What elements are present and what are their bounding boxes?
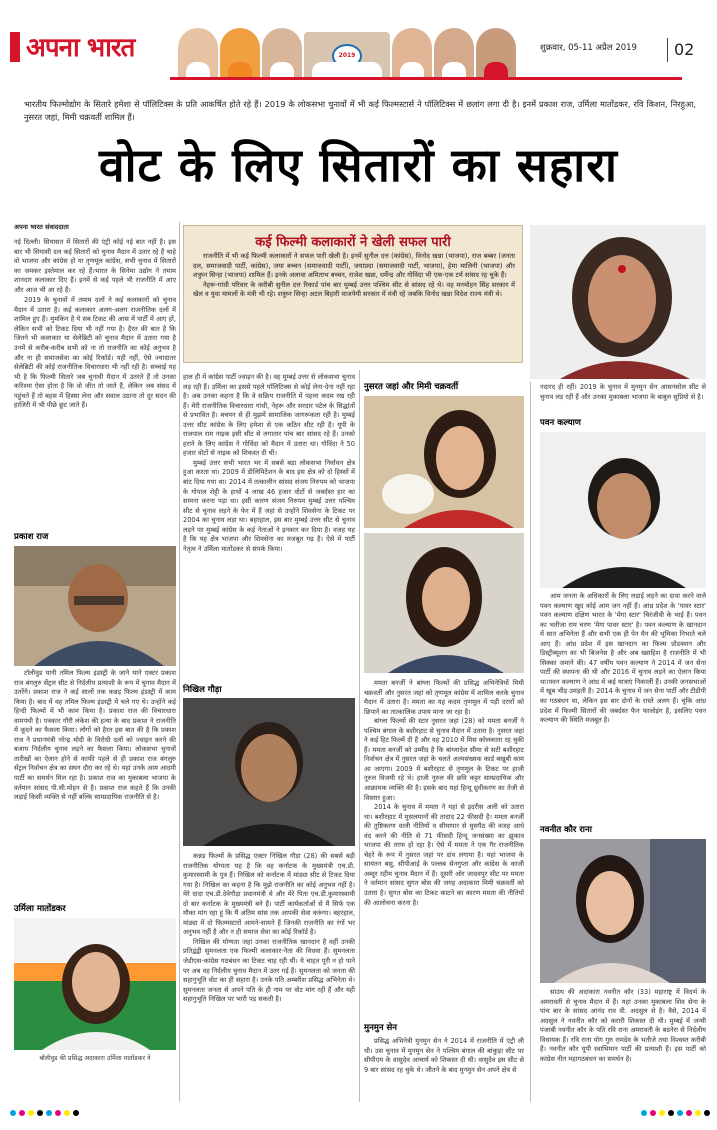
registration-dot: [641, 1110, 647, 1116]
registration-dot: [10, 1110, 16, 1116]
article-paragraph: मुम्बई उत्तर सभी भारत भर में सबसे बड़ा लोकसभा निर्वाचन क्षेत्र हुआ करता था। 2009 में डीलिमिटेशन के बाद इस क्षेत्र को दो हिस्सों में बांट दिया गया था। 2014 में तत्कालीन सांसद संजय निरुपम को भाजपा के गोपाल शेट्टी के हाथों 4 लाख 46 हजार वोटों से जबर्दस्त हार का सामना करना पड़ा था। इसी कारण संजय निरुपम मुम्बई उत्तर पश्चिम सीट से चुनाव लड़ने के फेर में हैं जहां से उन्होंने शिवसेना के टिकट पर 2004 का चुनाव लड़ा था। बहरहाल, इस बार मुम्बई उत्तर सीट से चुनाव लड़ने पर मुम्बई कांग्रेस के कई नेताओं ने इनकार कर दिया है। वजह यह है कि यह क्षेत्र भाजपा और शिवसेना का मजबूत गढ़ है। ऐसे में पार्टी नेतृत्व ने उर्मिला मातोंडकर से संपर्क किया।: [183, 458, 355, 553]
intro-text: भारतीय फिल्मोद्योग के सितारे हमेशा से पॉलिटिक्स के प्रति आकर्षित होते रहे हैं। 2019 के लोकसभा चुनावों में भी कई फिल्मस्टार्स ने पॉलिटिक्स में छलांग लगा दी है। इनमें प्रकाश राज, उर्मिला मातोंडकर, रवि किशन, निरहुआ, नुसरत जहां, मिमी चक्रवर्ती शामिल हैं।: [24, 99, 696, 122]
registration-dot: [64, 1110, 70, 1116]
navneet-kaur-photo: [540, 839, 706, 983]
portrait: [262, 28, 302, 80]
article-paragraph: नई दिल्ली। सियासत में सितारों की एंट्री कोई नई बात नहीं है। इस बार भी सियासी दल कई सितारों को चुनाव मैदान में उतार रहे हैं चाहे वो भाजपा और कांग्रेस हो या तृणमूल कांग्रेस, सभी चुनाव में सितारों का जमकर इस्तेमाल कर रहे हैं।भारत के सिनेमा उद्योग ने तमाम शानदार कलाकार दिए हैं। इनमें से कई पहले भी राजनीति में आए और आज भी आ रहे हैं।: [14, 238, 176, 294]
brand-title: अपना भारत: [26, 33, 135, 63]
article-paragraph: हाल ही में कांग्रेस पार्टी ज्वाइन की है। वह मुम्बई उत्तर से लोकसभा चुनाव लड़ रही हैं। उर्मिला का इससे पहले पॉलिटिक्स से कोई लेना-देना नहीं रहा है। अब उनका कहना है कि वे सक्रिय राजनीति में पहला कदम रख रही हैं। मेरी राजनीतिक विचारधारा गांधी, नेहरू और सरदार पटेल के सिद्धांतों से प्रभावित है। बचपन से ही मुझमें सामाजिक जागरूकता रही है। मुम्बई उत्तर सीट कांग्रेस के लिए हमेशा से एक कठिन सीट रही है। यूपी के राजपाल राम नाइक इसी सीट से लगातार पांच बार सांसद रहे हैं। उनको हराने के लिए कांग्रेस ने गोविंदा को मैदान में उतारा था। गोविंदा ने 50 हजार वोटों से नाइक को शिकस्त दी थी।: [183, 373, 355, 458]
box-paragraph: नेहरू-गांधी परिवार के करीबी सुनील दत्त रिकार्ड पांच बार मुम्बई उत्तर पश्चिम सीट से सांसद रहे थे। वह मनमोहन सिंह सरकार में खेल व युवा मामलों के मंत्री भी रहे। शत्रुघ्न सिन्हा अटल बिहारी वाजपेयी सरकार में मंत्री रहे जबकि विनोद खन्ना विदेश राज्य मंत्री थे।: [193, 280, 515, 299]
moon-moon-sen-photo: [530, 225, 706, 379]
article-paragraph: निखिल की योग्यता जहां उनका राजनीतिक खानदान है वहीं उनकी प्रतिद्वंद्वी सुमनलता एक फिल्मी कलाकार-नेता की विधवा हैं। सुमनलता जेडीएस-कांग्रेस गठबंधन का टिकट चाह रही थीं। ये चाहत पूरी न हो पाने पर अब वह निर्दलीय चुनाव मैदान में उतर गई हैं। सुमनलता को जनता की सहानुभूति वोट का ही सहारा है। उनके पति अम्बरीश प्रसिद्ध अभिनेता थे। सुमनलता जनता से अपने पति के ही नाम पर वोट मांग रही हैं और यही सहानुभूति निखिल पर भारी पड़ सकती है।: [183, 937, 355, 1004]
pawan-kalyan-photo: [540, 432, 706, 588]
section-head-nikhil: निखिल गौड़ा: [183, 685, 222, 695]
article-paragraph: आम जनता के अधिकारों के लिए लड़ाई लड़ने का दावा करने वाले पवन कल्याण खुद कोई आम जन नहीं हैं। आंध्र प्रदेश के 'पावर स्टार' पवन कल्याण दक्षिण भारत के 'मेगा स्टार' चिरंजीवी के भाई हैं। पवन का भतीजा राम चरण 'मेगा पावर स्टार' है। पवन कल्याण के खानदान में सात अभिनेता हैं और सभी एक ही पेन मैन की भूमिका निभाते चले आए हैं। आंध्र प्रदेश में इस खानदान का फिल्म प्रोडक्शन और डिस्ट्रीब्यूशन का भी बिजनेस है और अब ख्वाहिश है राजनीति में भी सिक्का जमाने की। 47 वर्षीय पवन कल्याण ने 2014 में जन सेना पार्टी की स्थापना की थी और 2016 में चुनाव लड़ने का ऐलान किया था।पवन कल्याण ने आंध्र में कई यात्राएं निकालीं हैं। उनकी जनसभाओं में खूब भीड़ उमड़ती है। 2014 के चुनाव में जन सेना पार्टी और टीडीपी का गठबंधन था, लेकिन इस बार दोनों के रास्ते अलग हैं। चूंकि आंध्र प्रदेश में फिल्मी सितारों की जबर्दस्त फैन फालोइंग है, इसलिए पवन कल्याण की स्थिति मजबूत है।: [540, 592, 706, 725]
article-paragraph: बांग्ला फिल्मों की स्टार नुसरत जहां (28) को ममता बनर्जी ने पश्चिम बंगाल के बशीरहाट से चुनाव मैदान में उतारा है। नुसरत जहां ने कई हिट फिल्में दी हैं और वह 2010 में मिस कोलकाता रह चुकी हैं। ममता बनर्जी को उम्मीद है कि बांग्लादेश सीमा से सटी बशीरहाट निर्वाचन क्षेत्र में नुसरत जहां के चलते अल्पसंख्यक कार्ड बखूबी काम आ जाएगा। 2009 में बशीरहाट से तृणमूल के टिकट पर हाजी नूरुल विजयी रहे थे। हाजी नूरुल की छवि कट्टर साम्प्रदायिक और आक्रामक व्यक्ति की है। इसके बाद यहां हिन्दू ध्रुवीकरण का तेजी से विस्तार हुआ।: [364, 717, 524, 802]
article-paragraph: 2014 के चुनाव में ममता ने यहां से इदरीस अली को उतारा था। बशीरहाट में मुसलमानों की तादाद 22 फीसदी है। ममता बनर्जी की तुष्टिकरण वाली नीतियों व सीमापार से घुसपैठ की वजह आधे वंद करने की नीति से 71 फीसदी हिन्दू जनसंख्या का झुकाव भाजपा की तरफ हो रहा है। ऐसे में ममता ने एक गैर राजनीतिक चेहरे के रूप में नुसरत जहां पर दांव लगाया है। यहां भाजपा के सायंतन बसु, सीपीआई के पल्लब सेनगुप्ता और कांग्रेस के काजी अब्दुर रहीम चुनाव मैदान में हैं। दूसरी ओर जादवपुर सीट पर ममता ने वर्तमान सांसद सुगत बोस की जगह अदाकारा मिमी चक्रवर्ती को उतारा है। सुगत बोस का टिकट काटने का कारण ममता की नीतियों की आलोचना करना है।: [364, 803, 524, 907]
box-title: कई फिल्मी कलाकारों ने खेली सफल पारी: [255, 235, 451, 250]
masthead-rule: [170, 77, 682, 80]
article-paragraph: टॉलीवुड यानी तमिल फिल्म इंडस्ट्री के जाने माने एक्टर प्रकाश राज बंगलुरु सेंट्रल सीट से निर्दलीय प्रत्याशी के रूप में चुनाव मैदान में उतरेंगे। प्रकाश राज ने कई सालों तक कन्नड़ फिल्म इंडस्ट्री में काम किया है। बाद में वह तमिल फिल्म इंडस्ट्री में चले गए थे। उन्होंने कई हिन्दी फिल्मों में भी काम किया है। प्रकाश राज की विचारधारा वामपंथी है। पत्रकार गौरी लंकेश की हत्या के बाद प्रकाश ने राजनीति में कूदने का फैसला किया। लोगों को हैरत इस बात की है कि प्रकाश राज ने प्रधानमंत्री नरेन्द्र मोदी के विरोधी दलों को ज्वाइन करने की बजाय निर्दलीय चुनाव लड़ने का फैसला किया। लोकसभा चुनावों तारीखों का ऐलान होने से काफी पहले से ही प्रकाश राज बंगलुरु सेंट्रल निर्वाचन क्षेत्र का सघन दौरा कर रहे थे। यहां उनके आम आदमी पार्टी का समर्थन मिल रहा है। प्रकाश राज का मुकाबला भाजपा के वर्तमान सांसद पी.सी.मोहन से है। प्रकाश राज कहते हैं कि उनकी लड़ाई किसी व्यक्ति से नहीं बल्कि साम्प्रदायिक राजनीति से है।: [14, 669, 176, 802]
column-divider: [359, 370, 360, 1102]
dateline: शुक्रवार, 05-11 अप्रैल 2019: [540, 43, 637, 53]
portrait: [178, 28, 218, 80]
urmila-photo: [14, 918, 176, 1050]
section-head-navneet: नवनीत कौर राना: [540, 825, 592, 835]
registration-dot: [46, 1110, 52, 1116]
mimi-chakraborty-photo: [364, 533, 524, 673]
box-paragraph: राजनीति में भी कई फिल्मी कलाकारों ने सफल पारी खेली है। इनमें सुनील दत्त (कांग्रेस), विनोद खन्ना (भाजपा), राज बब्बर (जनता दल, समाजवादी पार्टी, कांग्रेस), जया बच्चन (समाजवादी पार्टी), जयाप्रदा (समाजवादी पार्टी, भाजपा), हेमा मालिनी (भाजपा) और शत्रुघ्न सिन्हा (भाजपा) शामिल हैं। इनके अलावा अमिताभ बच्चन, राजेश खन्ना, धर्मेन्द्र और गोविंदा भी एक-एक टर्म सांसद रह चुके हैं।: [193, 252, 515, 280]
section-head-urmila: उर्मिला मातोंडकर: [14, 904, 66, 914]
column-4: [540, 383, 706, 402]
registration-dot: [650, 1110, 656, 1116]
article-paragraph: 2019 के चुनावों में तमाम दलों ने कई कलाकारों को चुनाव मैदान में उतारा है। कई कलाकार अलग-अलग राजनीतिक दलों में शामिल हुए हैं। मुमकिन है ये सब टिकट की आस में पार्टी में आए हों, लेकिन सभी को टिकट दिया भी नहीं गया है। हैरत की बात है कि जितने भी कलाकार या सेलेब्रिटी को चुनाव मैदान में उतारा गया है उनमें से करीब-करीब सभी को ना तो राजनीति का कोई अनुभव है और ना ही समाजसेवा का कोई रिकॉर्ड। यही नहीं, ऐसे ज्यादातर सेलेब्रिटी की कोई राजनीतिक विचारधारा भी नहीं रही है। सच्चाई यह भी है कि फिल्मी सितारे जब चुनावी मैदान में उतरते हैं तो उनका करिश्मा ऐसा होता है कि वो जीत तो जाते हैं, लेकिन जब संसद में पहुंचते हैं तो बहस में हिस्सा लेना और सवाल उठाना तो दूर सदन की हाजिरी में भी पीछे छूट जाते हैं।: [14, 296, 176, 410]
section-head-nusrat: नुसरत जहां और मिमी चक्रवर्ती: [364, 382, 459, 392]
article-paragraph: प्रसिद्ध अभिनेत्री मुनमुन सेन ने 2014 में राजनीति में एंट्री ली थी। उस चुनाव में मुनमुन सेन ने पश्चिम बंगाल की बांकुड़ा सीट पर सीपीएम के वासुदेव आचार्य को शिकस्त दी थी। वासुदेव इस सीट से 9 बार सांसद रह चुके थे। जीतने के बाद मुनमुन सेन अपने क्षेत्र से: [364, 1037, 524, 1074]
registration-dot: [73, 1110, 79, 1116]
brand-bar: [10, 32, 20, 62]
article-paragraph: कन्नड़ फिल्मों के प्रसिद्ध एक्टर निखिल गौड़ा (28) की सबसे बड़ी राजनीतिक योग्यता यह है कि वह कर्नाटक के मुख्यमंत्री एच.डी. कुमारस्वामी के पुत्र हैं। निखिल को कर्नाटक में मांड्या सीट से टिकट दिया गया है। निखिल का कहना है कि मुझे राजनीति का कोई अनुभव नहीं है। मेरे दादा एच.डी.देवेगौड़ा प्रधानमंत्री थे और मेरे पिता एच.डी.कुमारस्वामी दो बार कर्नाटक के मुख्यमंत्री बने हैं। पार्टी कार्यकर्ताओं से मैं सिर्फ एक मौका मांग रहा हूं कि मैं अंतिम सांस तक आपकी सेवा करूंगा। बहरहाल, मांड्या में दो फिल्मस्टारों आमने-सामने हैं जिनकी राजनीति का रंगों भर अनुभव नहीं है और न ही समाज सेवा का कोई रिकॉर्ड है।: [183, 852, 355, 937]
page-number: 02: [674, 40, 695, 59]
registration-dot: [55, 1110, 61, 1116]
article-paragraph: साउथ की अदाकारा नवनीत कौर (33) महाराष्ट्र में विदर्भ के अमरावती से चुनाव मैदान में हैं। यहां उनका मुकाबला शिव सेना के पांच बार के सांसद आनंद राव वी. अदसुल से है। वैसे, 2014 में अदसुल ने नवनीत कौर को करारी शिकस्त दी थी। मुम्बई में जन्मी पंजाबी नवनीत कौर के पति रवि राना अमरावती के बडनेरा से निर्दलीय विधायक हैं। रवि राना योग गुरु रामदेव के भतीजे तथा विश्वस्त करीबी हैं। नवनीत कौर यूपी स्वाभिमान पार्टी की प्रत्याशी हैं। इस पार्टी को कांग्रेस नीत महागठबंधन का समर्थन है।: [540, 988, 706, 1063]
registration-dot: [695, 1110, 701, 1116]
column-divider: [179, 222, 180, 1102]
nikhil-gowda-photo: [183, 698, 355, 846]
navneet-text-block: [540, 988, 706, 1064]
column-2: [183, 373, 355, 554]
prakash-raj-photo: [14, 546, 176, 666]
registration-strip: [10, 1108, 710, 1118]
section-head-prakash: प्रकाश राज: [14, 532, 49, 542]
article-paragraph: ममता बनर्जी ने बांग्ला फिल्मों की प्रसिद्ध अभिनेत्रियों मिमी चक्रवर्ती और नुसरत जहां को तृणमूल कांग्रेस में शामिल करके चुनाव मैदान में उतारा है। ममता का यह कदम तृणमूल में पड़ी दरारों को छिपाने का तात्कालिक उपाय माना जा रहा है।: [364, 679, 524, 716]
portrait: [220, 28, 260, 80]
portrait: [392, 28, 432, 80]
registration-dot: [677, 1110, 683, 1116]
prakash-text-block: [14, 669, 176, 803]
column-3: [364, 679, 524, 908]
headline: वोट के लिए सितारों का सहारा: [99, 138, 618, 192]
registration-dot: [668, 1110, 674, 1116]
portrait: [434, 28, 474, 80]
registration-dot: [659, 1110, 665, 1116]
section-head-pawan: पवन कल्याण: [540, 418, 581, 428]
column-divider: [530, 382, 531, 1102]
box-text: [193, 252, 515, 300]
nusrat-jahan-photo: [364, 396, 524, 528]
masthead-portraits: [178, 18, 532, 80]
nikhil-text-block: [183, 852, 355, 1005]
registration-dot: [19, 1110, 25, 1116]
registration-dot: [37, 1110, 43, 1116]
registration-dot: [28, 1110, 34, 1116]
urmila-caption: बॉलीवुड की प्रसिद्ध अदाकारा उर्मिला मातोंडकर ने: [39, 1055, 151, 1062]
pawan-text-block: [540, 592, 706, 726]
parliament-image: [304, 32, 390, 80]
registration-dot: [686, 1110, 692, 1116]
byline: अपना भारत संवाददाता: [14, 223, 69, 231]
portrait: [476, 28, 516, 80]
column-1: [14, 238, 176, 411]
election-emblem: 2019: [332, 44, 362, 68]
article-paragraph: नदारद ही रहीं। 2019 के चुनाव में मुनमुन सेन आसनसोल सीट से चुनाव लड़ रही हैं और उनका मुकाबला भाजपा के बाबुल सुप्रियो से है।: [540, 383, 706, 401]
section-head-moonmoon: मुनमुन सेन: [364, 1023, 398, 1033]
moonmoon-text-block: [364, 1037, 524, 1075]
registration-dot: [704, 1110, 710, 1116]
divider: [667, 38, 668, 62]
